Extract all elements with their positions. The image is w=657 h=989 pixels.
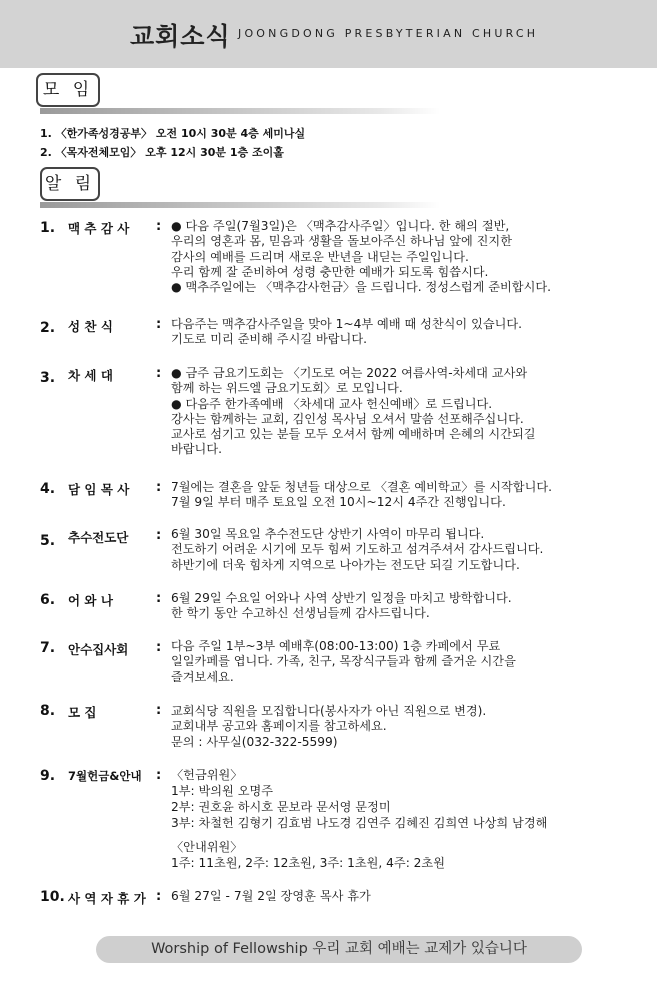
notice-line: 바랍니다. xyxy=(171,442,222,457)
notice-colon: : xyxy=(156,366,162,381)
notice-label: 모 집 xyxy=(68,705,97,720)
notice-line: 7월에는 결혼을 앞둔 청년들 대상으로 〈결혼 예비학교〉를 시작합니다. xyxy=(171,480,552,494)
notice-colon: : xyxy=(156,480,162,495)
notice-label: 담 임 목 사 xyxy=(68,482,130,497)
notice-line: 강사는 함께하는 교회, 김인성 목사님 오셔서 말씀 선포해주십니다. xyxy=(171,411,524,426)
notice-line: 전도하기 어려운 시기에 모두 힘써 기도하고 섬겨주셔서 감사드립니다. xyxy=(171,542,544,557)
notice-line: 우리의 영혼과 몸, 믿음과 생활을 돌보아주신 하나님 앞에 진지한 xyxy=(171,234,512,249)
notice-line: ● 맥추주일에는 〈맥추감사헌금〉을 드립니다. 정성스럽게 준비합시다. xyxy=(171,280,552,295)
notice-colon: : xyxy=(156,768,162,783)
header-banner xyxy=(0,0,657,68)
notice-line: 7월 9일 부터 매주 토요일 오전 10시~12시 4주간 진행입니다. xyxy=(171,495,506,510)
notice-number: 2. xyxy=(40,320,56,336)
notice-line: 6월 30일 목요일 추수전도단 상반기 사역이 마무리 됩니다. xyxy=(171,527,485,541)
notice-number: 9. xyxy=(40,768,56,784)
notice-line: 1주: 11초원, 2주: 12초원, 3주: 1초원, 4주: 2초원 xyxy=(171,856,445,870)
notice-body xyxy=(171,639,516,685)
notice-line: 문의 : 사무실(032-322-5599) xyxy=(171,734,338,749)
notice-label: 어 와 나 xyxy=(68,593,113,608)
notice-line: 1부: 박의원 오명주 xyxy=(171,784,274,798)
notice-body xyxy=(171,366,536,458)
notice-body xyxy=(171,480,552,511)
notice-line: 기도로 미리 준비해 주시길 바랍니다. xyxy=(171,332,367,347)
notice-body xyxy=(171,219,551,295)
notice-body xyxy=(171,767,547,871)
meeting-item: 2. 〈목자전체모임〉 오후 12시 30분 1층 조이홀 xyxy=(40,146,284,159)
notice-colon: : xyxy=(156,219,162,234)
notice-line: 다음 주일 1부~3부 예배후(08:00-13:00) 1층 카페에서 무료 xyxy=(171,639,501,653)
notice-number: 1. xyxy=(40,220,56,236)
footer-banner: Worship of Fellowship 우리 교회 예배는 교제가 있습니다 xyxy=(96,936,582,963)
notice-colon: : xyxy=(156,640,162,655)
notice-line: 교회내부 공고와 홈페이지를 참고하세요. xyxy=(171,719,387,734)
church-name: JOONGDONG PRESBYTERIAN CHURCH xyxy=(238,27,539,40)
notice-line: 다음주는 맥추감사주일을 맞아 1~4부 예배 때 성찬식이 있습니다. xyxy=(171,317,523,331)
notice-body xyxy=(171,591,512,622)
notice-number: 6. xyxy=(40,592,56,608)
notice-label: 7월헌금&안내 xyxy=(68,769,142,783)
notice-number: 7. xyxy=(40,640,56,656)
notice-line: 함께 하는 위드엘 금요기도회〉로 모입니다. xyxy=(171,381,403,396)
notice-spacer xyxy=(171,831,547,839)
notice-line: 교회식당 직원을 모집합니다(봉사자가 아닌 직원으로 변경). xyxy=(171,704,487,718)
notice-line: ● 다음 주일(7월3일)은 〈맥추감사주일〉입니다. 한 해의 절반, xyxy=(171,219,510,233)
notice-line: ● 다음주 한가족예배 〈차세대 교사 헌신예배〉로 드립니다. xyxy=(171,396,493,411)
notice-label: 차 세 대 xyxy=(68,368,113,383)
notice-line: 감사의 예배를 드리며 새로운 반년을 내딛는 주일입니다. xyxy=(171,249,469,264)
notice-colon: : xyxy=(156,889,162,904)
notice-label: 성 찬 식 xyxy=(68,319,113,334)
notice-line: 우리 함께 잘 준비하여 성령 충만한 예배가 되도록 힘씁시다. xyxy=(171,264,489,279)
notice-colon: : xyxy=(156,317,162,332)
notice-colon: : xyxy=(156,703,162,718)
notice-line: 2부: 권호윤 하시호 문보라 문서영 문정미 xyxy=(171,800,391,814)
notice-label: 사 역 자 휴 가 xyxy=(68,891,146,906)
notice-colon: : xyxy=(156,528,162,543)
meetings-heading: 모 임 xyxy=(36,73,100,107)
notice-label: 맥 추 감 사 xyxy=(68,221,130,236)
notice-label: 안수집사회 xyxy=(68,642,129,657)
notice-line: 3부: 차철헌 김형기 김효범 나도경 김연주 김혜진 김희연 나상희 남경해 xyxy=(171,816,548,830)
page-title: 교회소식 xyxy=(130,22,231,51)
notice-number: 10. xyxy=(40,889,65,905)
notice-body xyxy=(171,317,522,348)
notice-line: 하반기에 더욱 힘차게 지역으로 나아가는 전도단 되길 기도합니다. xyxy=(171,557,520,572)
notice-line: 6월 29일 수요일 어와나 사역 상반기 일정을 마치고 방학합니다. xyxy=(171,591,512,605)
notice-line: 〈헌금위원〉 xyxy=(171,768,243,782)
notice-line: 즐겨보세요. xyxy=(171,669,234,684)
notices-heading: 알 림 xyxy=(40,167,100,201)
notice-line: ● 금주 금요기도회는 〈기도로 여는 2022 여름사역-차세대 교사와 xyxy=(171,366,528,380)
notice-number: 8. xyxy=(40,703,56,719)
notice-number: 4. xyxy=(40,481,56,497)
notice-body xyxy=(171,704,486,750)
notices-divider xyxy=(40,202,440,208)
notice-number: 5. xyxy=(40,533,56,549)
notice-line: 교사로 섬기고 있는 분들 모두 오셔서 함께 예배하며 은혜의 시간되길 xyxy=(171,427,536,442)
notice-line: 6월 27일 - 7월 2일 장영훈 목사 휴가 xyxy=(171,889,371,903)
notice-colon: : xyxy=(156,591,162,606)
notice-line: 일일카페를 엽니다. 가족, 친구, 목장식구들과 함께 즐거운 시간을 xyxy=(171,654,516,669)
notice-number: 3. xyxy=(40,370,56,386)
notice-body xyxy=(171,527,543,573)
notice-line: 〈안내위원〉 xyxy=(171,840,243,854)
meeting-item: 1. 〈한가족성경공부〉 오전 10시 30분 4층 세미나실 xyxy=(40,127,306,140)
meetings-divider xyxy=(40,108,440,114)
notice-line: 한 학기 동안 수고하신 선생님들께 감사드립니다. xyxy=(171,606,430,621)
notice-body xyxy=(171,889,371,904)
notice-label: 추수전도단 xyxy=(68,530,129,545)
